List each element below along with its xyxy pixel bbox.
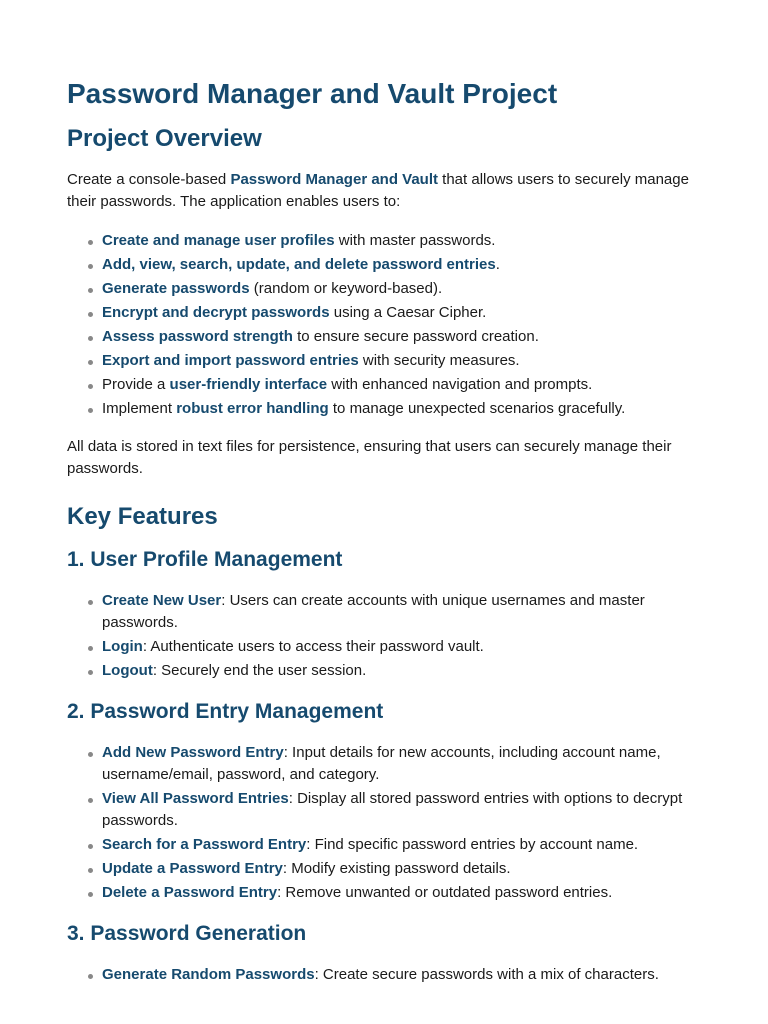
item-text-post: : Remove unwanted or outdated password entries. <box>277 884 613 901</box>
item-highlight: Generate Random Passwords <box>102 966 315 983</box>
list-item <box>102 834 708 856</box>
password-generation-list <box>67 964 708 986</box>
item-text-post: : Input details for new accounts, including account name, username/email, password, and category. <box>102 744 661 783</box>
section-heading-user-profile: 1. User Profile Management <box>67 548 343 571</box>
document-title: Password Manager and Vault Project <box>67 78 558 109</box>
item-highlight: Create New User <box>102 592 222 609</box>
list-item <box>102 590 708 634</box>
item-text-post: (random or keyword-based). <box>249 280 443 297</box>
list-item <box>102 302 708 324</box>
list-item <box>102 660 708 682</box>
item-highlight: user-friendly interface <box>169 376 328 393</box>
list-item <box>102 636 708 658</box>
item-text-post: with security measures. <box>358 352 520 369</box>
item-highlight: Export and import password entries <box>102 352 359 369</box>
intro-text-pre: Create a console-based <box>67 171 231 188</box>
list-item <box>102 374 708 396</box>
item-text-post: to ensure secure password creation. <box>292 328 539 345</box>
item-text-post: with master passwords. <box>334 232 496 249</box>
password-entry-list <box>67 742 708 904</box>
item-text-post: . <box>495 256 500 273</box>
list-item <box>102 230 708 252</box>
intro-highlight: Password Manager and Vault <box>230 171 438 188</box>
item-highlight: View All Password Entries <box>102 790 289 807</box>
item-text-post: using a Caesar Cipher. <box>329 304 487 321</box>
item-highlight: Encrypt and decrypt passwords <box>102 304 330 321</box>
item-highlight: Search for a Password Entry <box>102 836 307 853</box>
item-highlight: Add, view, search, update, and delete password entries <box>102 256 496 273</box>
item-text-post: with enhanced navigation and prompts. <box>327 376 593 393</box>
overview-intro <box>67 169 708 213</box>
list-item <box>102 398 708 420</box>
section-heading-password-generation: 3. Password Generation <box>67 922 307 945</box>
list-item <box>102 350 708 372</box>
list-item <box>102 964 708 986</box>
list-item <box>102 254 708 276</box>
list-item <box>102 882 708 904</box>
list-item <box>102 742 708 786</box>
item-text-post: : Find specific password entries by account name. <box>306 836 639 853</box>
list-item <box>102 858 708 880</box>
item-highlight: Logout <box>102 662 153 679</box>
section-heading-password-entry: 2. Password Entry Management <box>67 700 384 723</box>
key-features-heading: Key Features <box>67 503 218 530</box>
list-item <box>102 326 708 348</box>
item-text-post: : Display all stored password entries with options to decrypt passwords. <box>102 790 683 829</box>
item-highlight: Assess password strength <box>102 328 293 345</box>
item-text-pre: Implement <box>102 400 177 417</box>
item-text-post: : Modify existing password details. <box>282 860 511 877</box>
item-text-post: : Users can create accounts with unique usernames and master passwords. <box>102 592 645 631</box>
item-text-post: : Authenticate users to access their password vault. <box>142 638 484 655</box>
item-highlight: Delete a Password Entry <box>102 884 278 901</box>
intro-text-post: that allows users to securely manage their passwords. The application enables users to: <box>67 171 689 210</box>
overview-heading: Project Overview <box>67 125 262 152</box>
overview-capabilities-list <box>67 230 708 420</box>
storage-note: All data is stored in text files for persistence, ensuring that users can securely manage their passwords. <box>67 438 672 477</box>
user-profile-list <box>67 590 708 682</box>
list-item <box>102 278 708 300</box>
item-text-post: to manage unexpected scenarios gracefully. <box>328 400 626 417</box>
item-text-post: : Create secure passwords with a mix of characters. <box>314 966 659 983</box>
item-highlight: Login <box>102 638 143 655</box>
item-text-post: : Securely end the user session. <box>152 662 367 679</box>
item-text-pre: Provide a <box>102 376 170 393</box>
item-highlight: Create and manage user profiles <box>102 232 335 249</box>
list-item <box>102 788 708 832</box>
item-highlight: Generate passwords <box>102 280 250 297</box>
item-highlight: Add New Password Entry <box>102 744 284 761</box>
item-highlight: robust error handling <box>176 400 329 417</box>
item-highlight: Update a Password Entry <box>102 860 283 877</box>
